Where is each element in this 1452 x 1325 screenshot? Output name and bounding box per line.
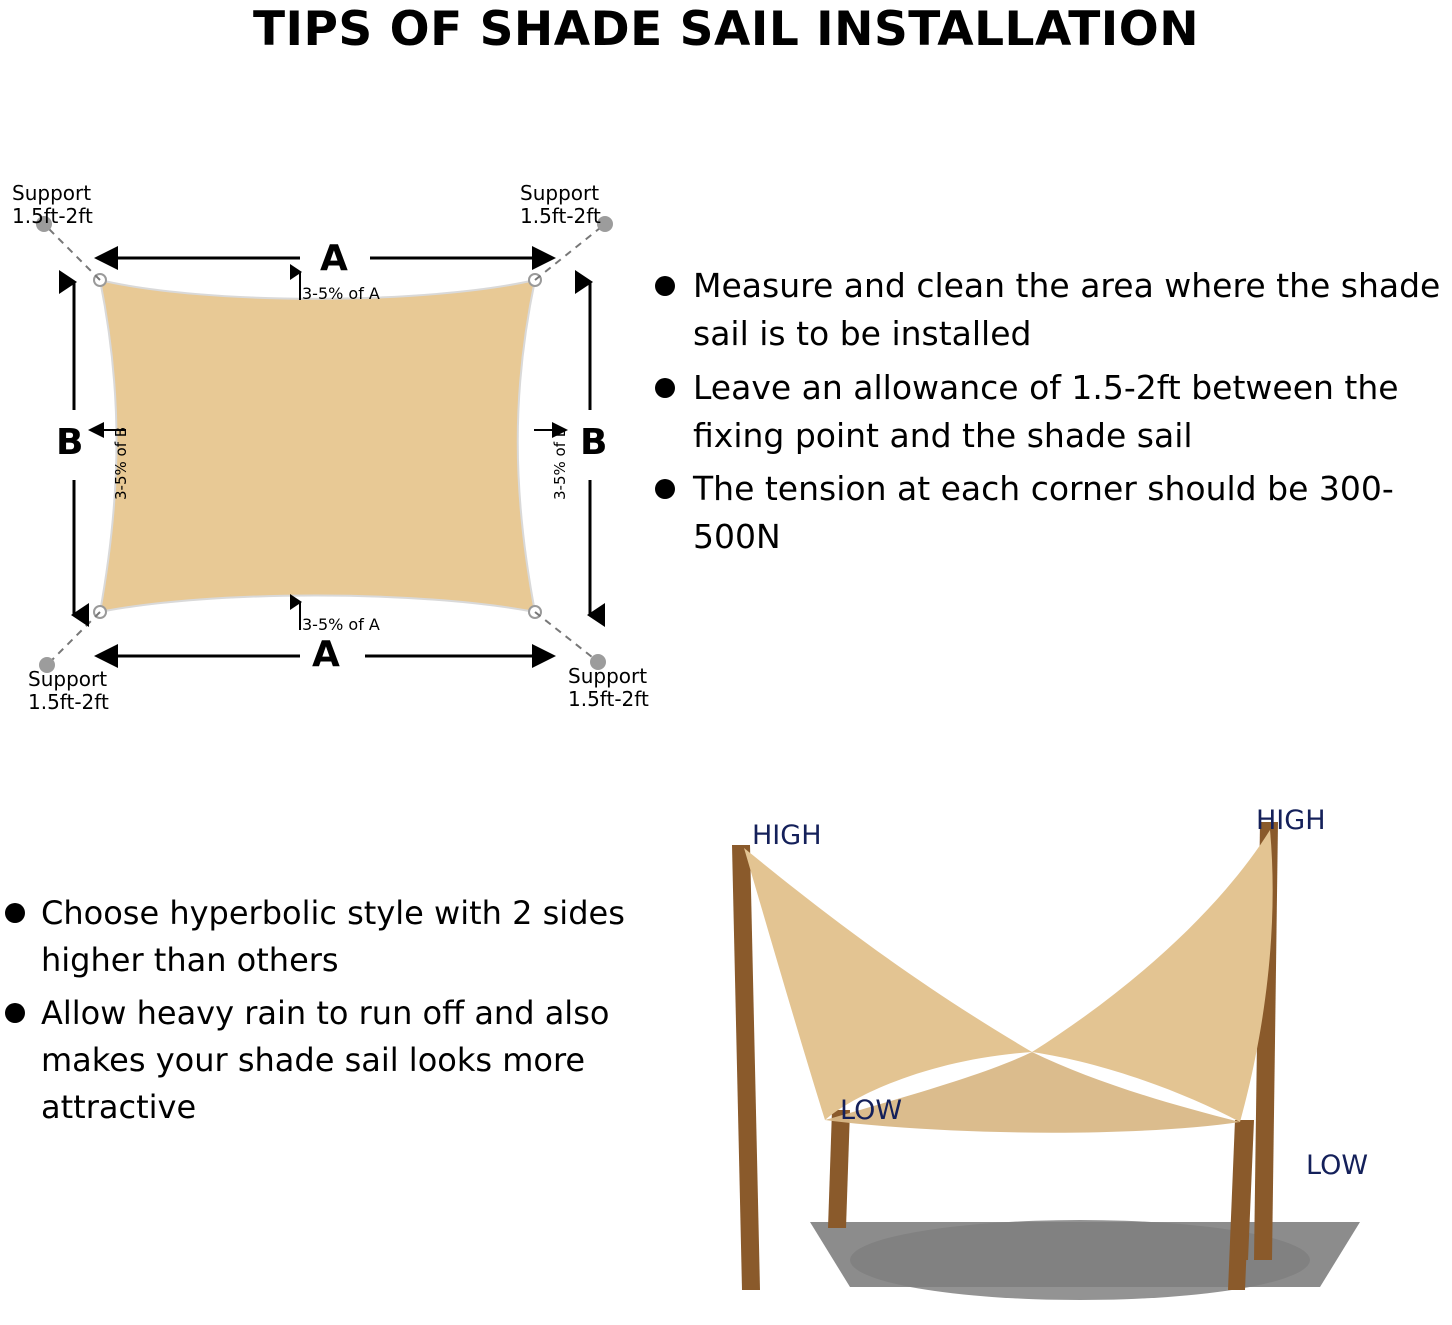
hyperbolic-sail-diagram: [660, 790, 1452, 1325]
tip-text: Measure and clean the area where the shade sail is to be installed: [693, 266, 1441, 353]
style-tip-text: Choose hyperbolic style with 2 sides higher than others: [41, 894, 625, 980]
dimension-label-a-top: A: [320, 238, 348, 279]
support-value-text: 1.5ft-2ft: [12, 204, 93, 228]
style-tips-list: [5, 890, 625, 1137]
support-line-top-left: [48, 228, 100, 280]
support-label-text: Support: [520, 181, 600, 205]
list-item: [655, 364, 1445, 460]
bullet-icon: [655, 276, 675, 296]
list-item: [5, 990, 625, 1131]
support-value-text: 1.5ft-2ft: [28, 690, 109, 714]
support-label-text: Support: [568, 664, 648, 688]
dimension-label-b-right: B: [580, 422, 608, 463]
tip-text: Leave an allowance of 1.5-2ft between the fixing point and the shade sail: [693, 367, 1399, 455]
style-tip-text: Allow heavy rain to run off and also makes your shade sail looks more attractive: [41, 994, 610, 1127]
support-label-bottom-left: [28, 668, 109, 714]
support-line-bottom-left: [52, 612, 100, 660]
installation-tips-list: [655, 262, 1445, 567]
label-high-right: HIGH: [1256, 805, 1326, 836]
label-low-right: LOW: [1306, 1150, 1369, 1181]
bullet-icon: [5, 1003, 25, 1023]
tip-text: The tension at each corner should be 300-500N: [693, 469, 1394, 557]
post-low-left: [828, 1110, 850, 1228]
sail-shape: [100, 280, 535, 612]
support-line-top-right: [535, 228, 600, 280]
support-label-top-right: [520, 182, 601, 228]
dimension-label-b-left: B: [56, 422, 84, 463]
bullet-icon: [5, 903, 25, 923]
support-label-bottom-right: [568, 665, 649, 711]
page-title: TIPS OF SHADE SAIL INSTALLATION: [252, 2, 1200, 57]
support-label-top-left: [12, 182, 93, 228]
support-value-text: 1.5ft-2ft: [520, 204, 601, 228]
support-label-text: Support: [12, 181, 92, 205]
support-label-text: Support: [28, 667, 108, 691]
bullet-icon: [655, 378, 675, 398]
bullet-icon: [655, 479, 675, 499]
shadow-plane: [810, 1222, 1360, 1287]
rectangular-sail-diagram: [0, 160, 660, 730]
list-item: [655, 465, 1445, 561]
list-item: [655, 262, 1445, 358]
label-high-left: HIGH: [752, 820, 822, 851]
support-line-bottom-right: [535, 612, 592, 657]
curve-percent-top: 3-5% of A: [302, 284, 380, 303]
hyperbolic-sail-svg: [660, 790, 1452, 1325]
list-item: [5, 890, 625, 984]
support-value-text: 1.5ft-2ft: [568, 687, 649, 711]
post-high-left: [732, 845, 760, 1290]
label-low-left: LOW: [840, 1095, 903, 1126]
curve-percent-bottom: 3-5% of A: [302, 615, 380, 634]
curve-percent-right: 3-5% of B: [551, 426, 569, 500]
dimension-label-a-bottom: A: [312, 634, 340, 675]
curve-percent-left: 3-5% of B: [112, 426, 130, 500]
